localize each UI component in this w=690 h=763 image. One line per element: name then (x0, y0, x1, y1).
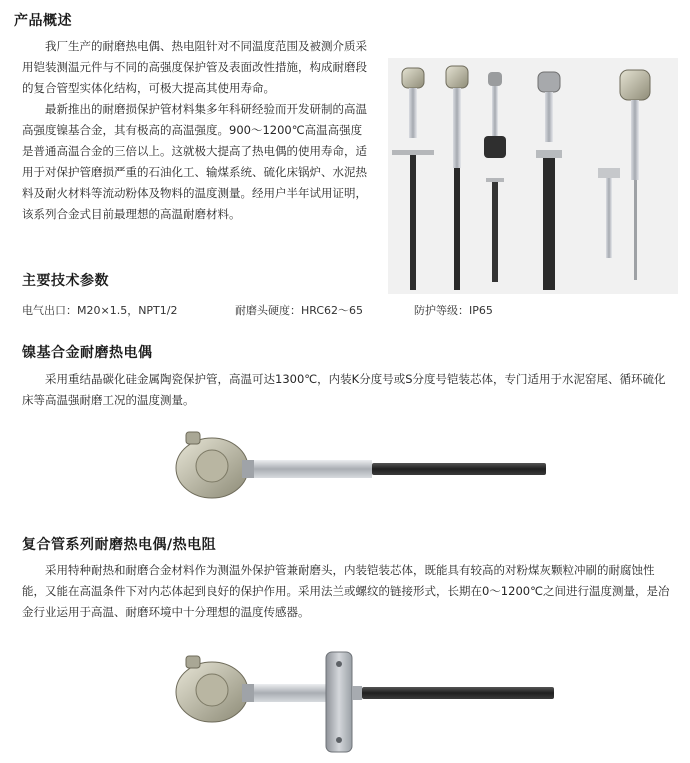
nickel-text-block (22, 369, 674, 411)
composite-text-block (22, 560, 674, 623)
product-group-image (388, 58, 678, 294)
composite-description: 采用特种耐热和耐磨合金材料作为测温外保护管兼耐磨头，内装铠装芯体，既能具有较高的对粉煤灰颗粒冲刷的耐腐蚀性能，又能在高温条件下对内芯体起到良好的保护作用。采用法兰或螺纹的链接形式，长期在0～1200℃之间进行温度测量，是冶金行业运用于高温、耐磨环境中十分理想的温度传感器。 (22, 563, 670, 619)
overview-text (22, 36, 370, 225)
nickel-description: 采用重结晶碳化硅金属陶瓷保护管，高温可达1300℃，内装K分度号或S分度号铠装芯体，专门适用于水泥窑尾、循环硫化床等高温强耐磨工况的温度测量。 (22, 372, 666, 407)
param-electrical: 电气出口：M20×1.5，NPT1/2 (22, 304, 178, 317)
nickel-thermocouple-image (170, 430, 550, 510)
param-protection: 防护等级：IP65 (414, 304, 493, 317)
tech-params (22, 302, 662, 318)
nickel-title: 镍基合金耐磨热电偶 (22, 345, 153, 361)
overview-paragraph-1: 我厂生产的耐磨热电偶、热电阻针对不同温度范围及被测介质采用铠装测温元件与不同的高强度保护管及表面改性措施，构成耐磨段的复合管型实体化结构，可极大提高其使用寿命。 (22, 39, 367, 95)
composite-thermocouple-image (170, 650, 560, 758)
overview-paragraph-2: 最新推出的耐磨损保护管材料集多年科研经验而开发研制的高温高强度镍基合金，其有极高的高温强度。900～1200℃高温高强度是普通高温合金的三倍以上。这就极大提高了热电偶的使用寿命，适用于对保护管磨损严重的石油化工、输煤系统、硫化床锅炉、水泥热料及耐火材料等流动粉体及物料的温度测量。经用户半年试用证明，该系列合金式目前最理想的高温耐磨材料。 (22, 102, 367, 221)
tech-title: 主要技术参数 (22, 273, 109, 289)
param-hardness: 耐磨头硬度：HRC62～65 (235, 304, 364, 317)
composite-title: 复合管系列耐磨热电偶/热电阻 (22, 537, 217, 553)
overview-title: 产品概述 (14, 13, 72, 29)
